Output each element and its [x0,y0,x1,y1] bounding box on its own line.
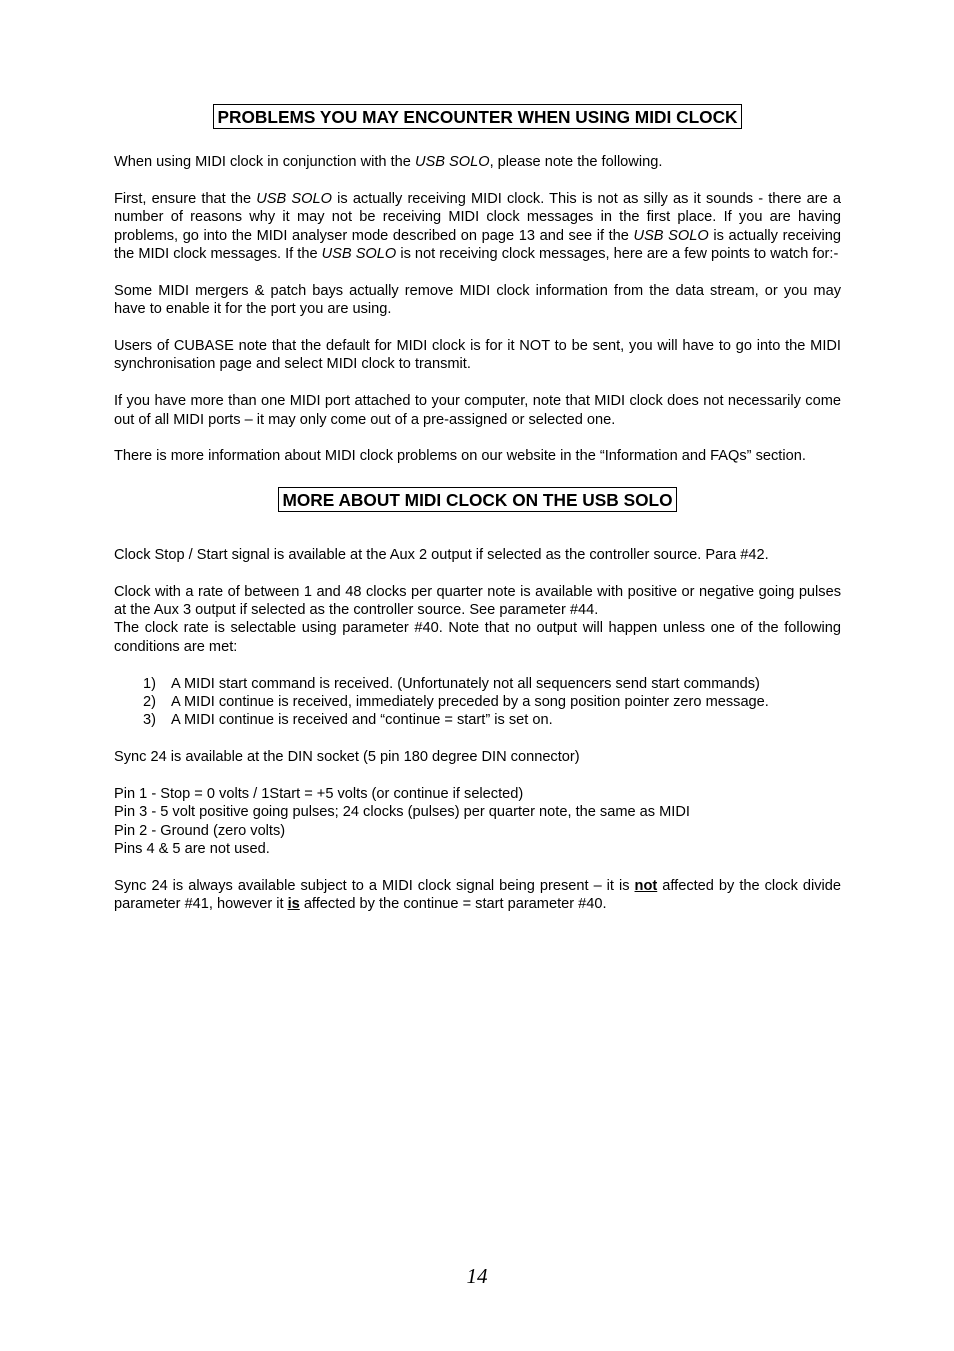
paragraph-sync24-din: Sync 24 is available at the DIN socket (5 pin 180 degree DIN connector) [114,749,580,766]
page-number: 14 [466,1264,488,1288]
list-item: 1) A MIDI start command is received. (Unfortunately not all sequencers send start commands) [143,675,760,692]
list-item: 2) A MIDI continue is received, immediately preceded by a song position pointer zero message. [143,694,769,711]
pin-line: Pin 2 - Ground (zero volts) [114,822,286,839]
paragraph-website-info: There is more information about MIDI clock problems on our website in the “Information and FAQs” section. [114,448,806,465]
section-heading-wrap [114,487,841,512]
paragraph-midi-ports: If you have more than one MIDI port attached to your computer, note that MIDI clock does not necessarily come out of all MIDI ports – it may only come out of a pre-assigned or selected one. [114,393,841,428]
list-item: 3) A MIDI continue is received and “continue = start” is set on. [143,712,553,729]
paragraph-ensure-receiving: First, ensure that the USB SOLO is actually receiving MIDI clock. This is not as silly as it sounds - there are a number of reasons why it may not be receiving MIDI clock messages in the first place. If you are having problems, go into the MIDI analyser mode described on page 13 and see if the USB SOLO is actually receiving the MIDI clock messages. If the USB SOLO is not receiving clock messages, here are a few points to watch for:- [114,190,841,263]
section-heading-wrap [114,104,841,129]
conditions-list [114,675,841,730]
paragraph-clock-rate: Clock with a rate of between 1 and 48 clocks per quarter note is available with positive or negative going pulses at the Aux 3 output if selected as the controller source. See parameter #44. [114,583,841,619]
section-heading-more-about: MORE ABOUT MIDI CLOCK ON THE USB SOLO [278,487,676,512]
paragraph-mergers: Some MIDI mergers & patch bays actually remove MIDI clock information from the data stream, or you may have to enable it for the port you are using. [114,282,841,318]
pin-line: Pins 4 & 5 are not used. [114,841,270,858]
pin-line: Pin 3 - 5 volt positive going pulses; 24 clocks (pulses) per quarter note, the same as MIDI [114,804,690,821]
document-page [114,104,841,914]
paragraph-cubase: Users of CUBASE note that the default for MIDI clock is for it NOT to be sent, you will have to go into the MIDI synchronisation page and select MIDI clock to transmit. [114,338,841,373]
pin-line: Pin 1 - Stop = 0 volts / 1Start = +5 volts (or continue if selected) [114,786,524,803]
paragraph-sync24-always: Sync 24 is always available subject to a MIDI clock signal being present – it is not affected by the clock divide parameter #41, however it is affected by the continue = start parameter #40. [114,878,841,913]
paragraph-clock-rate-selectable: The clock rate is selectable using parameter #40. Note that no output will happen unless one of the following conditions are met: [114,620,841,655]
paragraph-intro: When using MIDI clock in conjunction with the USB SOLO, please note the following. [114,154,663,170]
section-heading-problems: PROBLEMS YOU MAY ENCOUNTER WHEN USING MIDI CLOCK [213,104,741,129]
paragraph-clock-stop-start: Clock Stop / Start signal is available at the Aux 2 output if selected as the controller source. Para #42. [114,546,769,563]
